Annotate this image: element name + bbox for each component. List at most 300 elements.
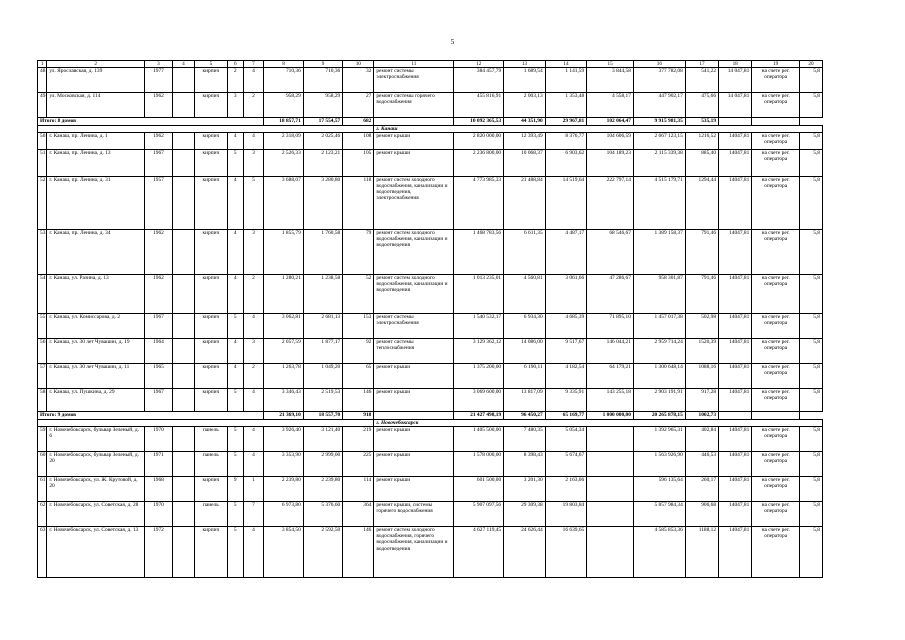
table-cell: 118	[343, 177, 374, 230]
table-cell: 14047,81	[719, 452, 752, 477]
table-cell: 5,8	[800, 339, 823, 364]
table-cell: панель	[194, 427, 227, 452]
table-cell: 447 902,17	[633, 93, 685, 118]
column-number: 9	[303, 61, 342, 68]
table-cell: 5,8	[800, 150, 823, 177]
table-cell: кирпич	[194, 133, 227, 150]
table-cell: г. Канаш, пр. Ленина, д. 34	[47, 230, 145, 275]
table-cell: 1962	[144, 133, 172, 150]
table-cell: 225	[343, 452, 374, 477]
table-row	[38, 364, 823, 389]
subtotal-cell	[752, 118, 800, 126]
table-cell: 29 309,38	[504, 502, 546, 527]
table-cell: кирпич	[194, 177, 227, 230]
table-cell: 5	[227, 389, 243, 412]
table-cell: 2 239,80	[303, 477, 342, 502]
table-cell: 53	[38, 230, 47, 275]
table-cell	[172, 502, 194, 527]
table-cell: 6 903,62	[545, 150, 587, 177]
table-cell: 906,68	[685, 502, 718, 527]
table-cell: ул. Московская, д. 114	[47, 93, 145, 118]
table-cell: 14047,81	[719, 389, 752, 412]
table-cell: 5,8	[800, 230, 823, 275]
subtotal-cell: 10 092 365,53	[454, 118, 504, 126]
table-cell: 1 353,48	[545, 93, 587, 118]
table-cell: на счете рег. оператора	[752, 364, 800, 389]
table-cell: 1 049,20	[303, 364, 342, 389]
table-cell	[172, 314, 194, 339]
table-cell: 13 817,09	[504, 389, 546, 412]
table-cell: ремонт крыши, системы горячего водоснабжения	[374, 502, 454, 527]
subtotal-cell: 18 857,71	[264, 118, 303, 126]
table-cell: г. Канаш, ул. Разина, д. 13	[47, 275, 145, 314]
table-cell: ул. Ярославская, д. 139	[47, 68, 145, 93]
table-cell: 5	[227, 150, 243, 177]
table-cell: 14047,81	[719, 275, 752, 314]
table-cell	[172, 527, 194, 578]
table-cell: 61	[38, 477, 47, 502]
table-cell: 27	[343, 93, 374, 118]
column-number-row	[38, 61, 823, 68]
table-cell: 5	[227, 314, 243, 339]
table-cell: 92	[343, 339, 374, 364]
table-cell: 4	[243, 527, 264, 578]
subtotal-cell: 21 427 498,19	[454, 412, 504, 420]
section-row	[38, 126, 823, 133]
table-cell: 16 639,65	[545, 527, 587, 578]
table-cell: г. Новочебоксарск, бульвар Зеленый, д. 6	[47, 427, 145, 452]
table-cell: 4 487,17	[545, 230, 587, 275]
table-cell: 1 468 783,56	[454, 230, 504, 275]
table-cell: 2 057,59	[264, 339, 303, 364]
table-cell: ремонт системы теплоснабжения	[374, 339, 454, 364]
subtotal-cell	[374, 412, 454, 420]
table-cell: 2 959 714,24	[633, 339, 685, 364]
table-cell: 2	[243, 364, 264, 389]
table-cell: 2 903 191,91	[633, 389, 685, 412]
table-cell: 5	[243, 177, 264, 230]
column-number: 3	[144, 61, 172, 68]
table-cell	[587, 452, 634, 477]
table-cell: г. Канаш, ул. Комиссарова, д. 2	[47, 314, 145, 339]
table-row	[38, 477, 823, 502]
table-cell: ремонт системы электроснабжения	[374, 314, 454, 339]
table-cell: 1088,16	[685, 364, 718, 389]
table-cell: г. Новочебоксарск, ул. Ж. Крутовой, д. 20	[47, 477, 145, 502]
table-cell: 2 318,09	[264, 133, 303, 150]
subtotal-label: Итого: 9 домов	[38, 412, 264, 420]
table-cell: 4	[243, 452, 264, 477]
table-cell: 4 515 179,71	[633, 177, 685, 230]
table-cell: ремонт системы электроснабжения	[374, 68, 454, 93]
table-cell: на счете рег. оператора	[752, 177, 800, 230]
table-cell: г. Новочебоксарск, бульвар Зеленый, д. 20	[47, 452, 145, 477]
table-cell: 4	[243, 133, 264, 150]
table-cell: 1 238,58	[303, 275, 342, 314]
table-cell: 601 500,00	[454, 477, 504, 502]
table-cell: 21 488,84	[504, 177, 546, 230]
table-cell: 5,8	[800, 133, 823, 150]
table-cell: 5	[227, 527, 243, 578]
table-cell: 222 797,14	[587, 177, 634, 230]
table-cell: 8 398,43	[504, 452, 546, 477]
table-cell: кирпич	[194, 527, 227, 578]
table-cell: 1 141,59	[545, 68, 587, 93]
table-cell: 50	[38, 133, 47, 150]
table-cell: 2 025,46	[303, 133, 342, 150]
subtotal-cell: 44 351,90	[504, 118, 546, 126]
table-cell: ремонт крыши	[374, 389, 454, 412]
table-cell: 104 606,59	[587, 133, 634, 150]
table-row	[38, 452, 823, 477]
table-cell: 14047,81	[719, 230, 752, 275]
table-cell: 51	[38, 150, 47, 177]
table-cell: 3	[243, 150, 264, 177]
table-cell: 791,46	[685, 230, 718, 275]
table-cell: ремонт крыши	[374, 452, 454, 477]
section-title: г. Новочебоксарск	[374, 420, 823, 427]
subtotal-cell: 102 064,47	[587, 118, 634, 126]
table-cell: 541,22	[685, 68, 718, 93]
table-cell: 1 300 648,14	[633, 364, 685, 389]
table-cell: 1971	[144, 452, 172, 477]
table-cell: 1 760,58	[303, 230, 342, 275]
table-row	[38, 68, 823, 93]
column-number: 13	[504, 61, 546, 68]
table-cell: панель	[194, 452, 227, 477]
table-cell: 7 480,35	[504, 427, 546, 452]
table-cell: 4	[227, 275, 243, 314]
subtotal-cell: 21 369,10	[264, 412, 303, 420]
table-cell: 2 003,13	[504, 93, 546, 118]
table-cell: 3 353,90	[264, 452, 303, 477]
table-cell: 7	[243, 502, 264, 527]
table-cell: 9 335,91	[545, 389, 587, 412]
table-row	[38, 230, 823, 275]
table-cell: кирпич	[194, 230, 227, 275]
table-cell: ремонт систем холодного водоснабжения, канализации и водоотведения	[374, 230, 454, 275]
subtotal-cell: 535,19	[685, 118, 718, 126]
column-number: 5	[194, 61, 227, 68]
table-cell: 917,28	[685, 389, 718, 412]
table-cell: 1294,44	[685, 177, 718, 230]
column-number: 8	[264, 61, 303, 68]
table-cell: на счете рег. оператора	[752, 527, 800, 578]
table-cell: 2 115 339,38	[633, 150, 685, 177]
table-cell: 3	[243, 339, 264, 364]
table-row	[38, 389, 823, 412]
table-cell: 4 560,81	[504, 275, 546, 314]
table-cell: 1977	[144, 68, 172, 93]
table-row	[38, 527, 823, 578]
table-cell: на счете рег. оператора	[752, 150, 800, 177]
table-cell: на счете рег. оператора	[752, 230, 800, 275]
column-number: 1	[38, 61, 47, 68]
column-number: 2	[47, 61, 145, 68]
column-number: 10	[343, 61, 374, 68]
table-cell: 1 877,17	[303, 339, 342, 364]
table-cell: 3	[243, 230, 264, 275]
subtotal-cell	[719, 412, 752, 420]
table-cell: 1967	[144, 389, 172, 412]
table-cell: 5,8	[800, 502, 823, 527]
table-cell: 377 782,08	[633, 68, 685, 93]
table-cell: 14 047,81	[719, 93, 752, 118]
table-cell	[172, 477, 194, 502]
table-cell: 14047,81	[719, 477, 752, 502]
column-number: 7	[243, 61, 264, 68]
table-cell: 143 255,18	[587, 389, 634, 412]
subtotal-cell: 96 450,27	[504, 412, 546, 420]
table-cell: 4 627 119,45	[454, 527, 504, 578]
table-cell: 1 392 965,31	[633, 427, 685, 452]
table-cell: 1 578 000,00	[454, 452, 504, 477]
table-cell: г. Канаш, ул. 30 лет Чувашии, д. 19	[47, 339, 145, 364]
table-cell: кирпич	[194, 150, 227, 177]
table-cell: 62	[38, 502, 47, 527]
table-cell	[172, 230, 194, 275]
subtotal-cell: 18 557,70	[303, 412, 342, 420]
table-cell: 8 376,77	[545, 133, 587, 150]
subtotal-row	[38, 412, 823, 420]
column-number: 14	[545, 61, 587, 68]
table-cell: 402,84	[685, 427, 718, 452]
table-cell: 455 816,91	[454, 93, 504, 118]
table-cell: 219	[343, 427, 374, 452]
section-title: г. Канаш	[374, 126, 823, 133]
table-cell: 4	[227, 339, 243, 364]
table-cell: 14047,81	[719, 502, 752, 527]
table-cell	[172, 364, 194, 389]
table-cell: 9	[227, 477, 243, 502]
table-cell: 3 346,43	[264, 389, 303, 412]
column-number: 20	[800, 61, 823, 68]
table-cell: ремонт систем холодного водоснабжения, горячего водоснабжения, канализации и водоотведения	[374, 527, 454, 578]
table-cell: 2 526,33	[264, 150, 303, 177]
table-cell: 5,8	[800, 93, 823, 118]
table-cell: 4 773 985,33	[454, 177, 504, 230]
table-cell: 4	[243, 314, 264, 339]
table-cell: 4	[227, 133, 243, 150]
table-cell: 146	[343, 389, 374, 412]
column-number: 16	[633, 61, 685, 68]
table-cell: 475,66	[685, 93, 718, 118]
table-cell: 2 820 000,00	[454, 133, 504, 150]
table-cell: 58	[38, 389, 47, 412]
subtotal-cell	[719, 118, 752, 126]
table-cell: 2 236 800,00	[454, 150, 504, 177]
table-cell: 5,8	[800, 452, 823, 477]
table-cell: 5,8	[800, 68, 823, 93]
table-cell: 1216,52	[685, 133, 718, 150]
table-cell: ремонт систем холодного водоснабжения, канализации и водоотведения	[374, 275, 454, 314]
table-cell	[587, 427, 634, 452]
table-cell: 57	[38, 364, 47, 389]
table-cell: 5,8	[800, 275, 823, 314]
column-number: 6	[227, 61, 243, 68]
table-cell: 32	[343, 68, 374, 93]
subtotal-cell: 1 000 000,00	[587, 412, 634, 420]
table-cell: на счете рег. оператора	[752, 502, 800, 527]
table-cell: 5	[227, 452, 243, 477]
table-cell: 1520,39	[685, 339, 718, 364]
table-cell: ремонт крыши	[374, 364, 454, 389]
table-cell: 10 068,37	[504, 150, 546, 177]
table-cell: 146	[343, 527, 374, 578]
table-cell: 446,53	[685, 452, 718, 477]
table-cell: 24 626,44	[504, 527, 546, 578]
table-cell: 596 135,64	[633, 477, 685, 502]
subtotal-cell: 682	[343, 118, 374, 126]
table-cell: 14047,81	[719, 427, 752, 452]
column-number: 11	[374, 61, 454, 68]
table-cell: 1 540 532,17	[454, 314, 504, 339]
table-cell: 3 280,80	[303, 177, 342, 230]
subtotal-cell: 918	[343, 412, 374, 420]
table-cell: 52	[38, 177, 47, 230]
table-cell: 1 389 158,37	[633, 230, 685, 275]
table-cell	[172, 93, 194, 118]
table-cell: 502,98	[685, 314, 718, 339]
table-cell: 1962	[144, 275, 172, 314]
table-cell	[172, 452, 194, 477]
table-cell: 47 286,67	[587, 275, 634, 314]
table-cell: 153	[343, 314, 374, 339]
table-cell: 384 457,79	[454, 68, 504, 93]
table-cell: 3 844,58	[587, 68, 634, 93]
table-cell: ремонт крыши	[374, 133, 454, 150]
table-cell: 2 163,06	[545, 477, 587, 502]
column-number: 15	[587, 61, 634, 68]
table-cell: 4 558,17	[587, 93, 634, 118]
table-cell: 1188,12	[685, 527, 718, 578]
table-cell: 5,8	[800, 389, 823, 412]
table-cell: 3 061,66	[545, 275, 587, 314]
table-cell: 3 854,50	[264, 527, 303, 578]
table-cell: 2	[243, 93, 264, 118]
table-cell: 2 592,50	[303, 527, 342, 578]
table-cell: 14047,81	[719, 133, 752, 150]
table-row	[38, 502, 823, 527]
table-cell: 4 685,39	[545, 314, 587, 339]
table-cell: 6 934,30	[504, 314, 546, 339]
table-cell: 54	[38, 275, 47, 314]
table-cell: 146 044,21	[587, 339, 634, 364]
table-cell	[172, 275, 194, 314]
table-cell	[172, 177, 194, 230]
table-cell: 2	[227, 68, 243, 93]
table-cell: на счете рег. оператора	[752, 452, 800, 477]
table-cell: 14047,81	[719, 177, 752, 230]
table-cell	[172, 339, 194, 364]
table-cell: 5 907 097,56	[454, 502, 504, 527]
table-cell: 5 857 984,34	[633, 502, 685, 527]
section-row	[38, 420, 823, 427]
table-cell: кирпич	[194, 275, 227, 314]
table-cell: 1	[243, 477, 264, 502]
table-cell: ремонт систем холодного водоснабжения, канализации и водоотведения, электроснабжения	[374, 177, 454, 230]
table-cell	[172, 150, 194, 177]
table-cell: панель	[194, 502, 227, 527]
table-cell: 5 674,67	[545, 452, 587, 477]
table-cell: 1968	[144, 477, 172, 502]
table-cell: 14047,81	[719, 339, 752, 364]
table-cell: 710,36	[264, 68, 303, 93]
table-cell: ремонт системы горячего водоснабжения	[374, 93, 454, 118]
table-cell: 55	[38, 314, 47, 339]
table-cell	[587, 527, 634, 578]
table-cell: на счете рег. оператора	[752, 389, 800, 412]
section-spacer	[38, 126, 374, 133]
table-cell: 1972	[144, 527, 172, 578]
table-cell: на счете рег. оператора	[752, 93, 800, 118]
table-cell: 1957	[144, 177, 172, 230]
table-cell: 1964	[144, 339, 172, 364]
table-cell: 63	[38, 527, 47, 578]
table-cell	[172, 133, 194, 150]
table-cell: 52	[343, 275, 374, 314]
table-cell: 1967	[144, 150, 172, 177]
table-cell: 4	[243, 389, 264, 412]
table-cell: ремонт крыши	[374, 427, 454, 452]
table-row	[38, 339, 823, 364]
table-cell: 6 611,35	[504, 230, 546, 275]
table-cell: 56	[38, 339, 47, 364]
table-cell: 2 667 123,15	[633, 133, 685, 150]
table-cell: ремонт крыши	[374, 150, 454, 177]
table-cell: 6 973,80	[264, 502, 303, 527]
table-cell: кирпич	[194, 477, 227, 502]
table-cell: кирпич	[194, 364, 227, 389]
table-cell: 2 519,53	[303, 389, 342, 412]
section-spacer	[38, 420, 374, 427]
table-cell	[172, 389, 194, 412]
table-cell: 5,8	[800, 177, 823, 230]
subtotal-cell: 17 554,57	[303, 118, 342, 126]
column-number: 19	[752, 61, 800, 68]
table-cell: 1962	[144, 230, 172, 275]
table-cell: 79	[343, 230, 374, 275]
table-cell: 5,8	[800, 364, 823, 389]
table-cell: 12 393,49	[504, 133, 546, 150]
table-cell: 14 047,81	[719, 68, 752, 93]
table-cell: 1 375 200,00	[454, 364, 504, 389]
column-number: 18	[719, 61, 752, 68]
table-cell: 1 563 926,90	[633, 452, 685, 477]
table-cell: 14047,81	[719, 364, 752, 389]
table-cell: на счете рег. оператора	[752, 314, 800, 339]
subtotal-cell	[374, 118, 454, 126]
table-cell: 2 681,13	[303, 314, 342, 339]
table-cell: 1 280,21	[264, 275, 303, 314]
subtotal-label: Итого: 8 домов	[38, 118, 264, 126]
table-cell: 1 457 017,38	[633, 314, 685, 339]
table-cell: 260,17	[685, 477, 718, 502]
table-cell: 14047,81	[719, 150, 752, 177]
table-row	[38, 150, 823, 177]
table-cell: 4	[243, 427, 264, 452]
table-cell: 64 179,21	[587, 364, 634, 389]
table-cell: 4 182,54	[545, 364, 587, 389]
table-cell: 104 189,23	[587, 150, 634, 177]
table-cell: 1 263,78	[264, 364, 303, 389]
table-cell	[587, 477, 634, 502]
table-cell: 1 855,79	[264, 230, 303, 275]
table-row	[38, 427, 823, 452]
table-cell: 1962	[144, 93, 172, 118]
table-cell: 68 546,67	[587, 230, 634, 275]
table-cell: 1967	[144, 314, 172, 339]
